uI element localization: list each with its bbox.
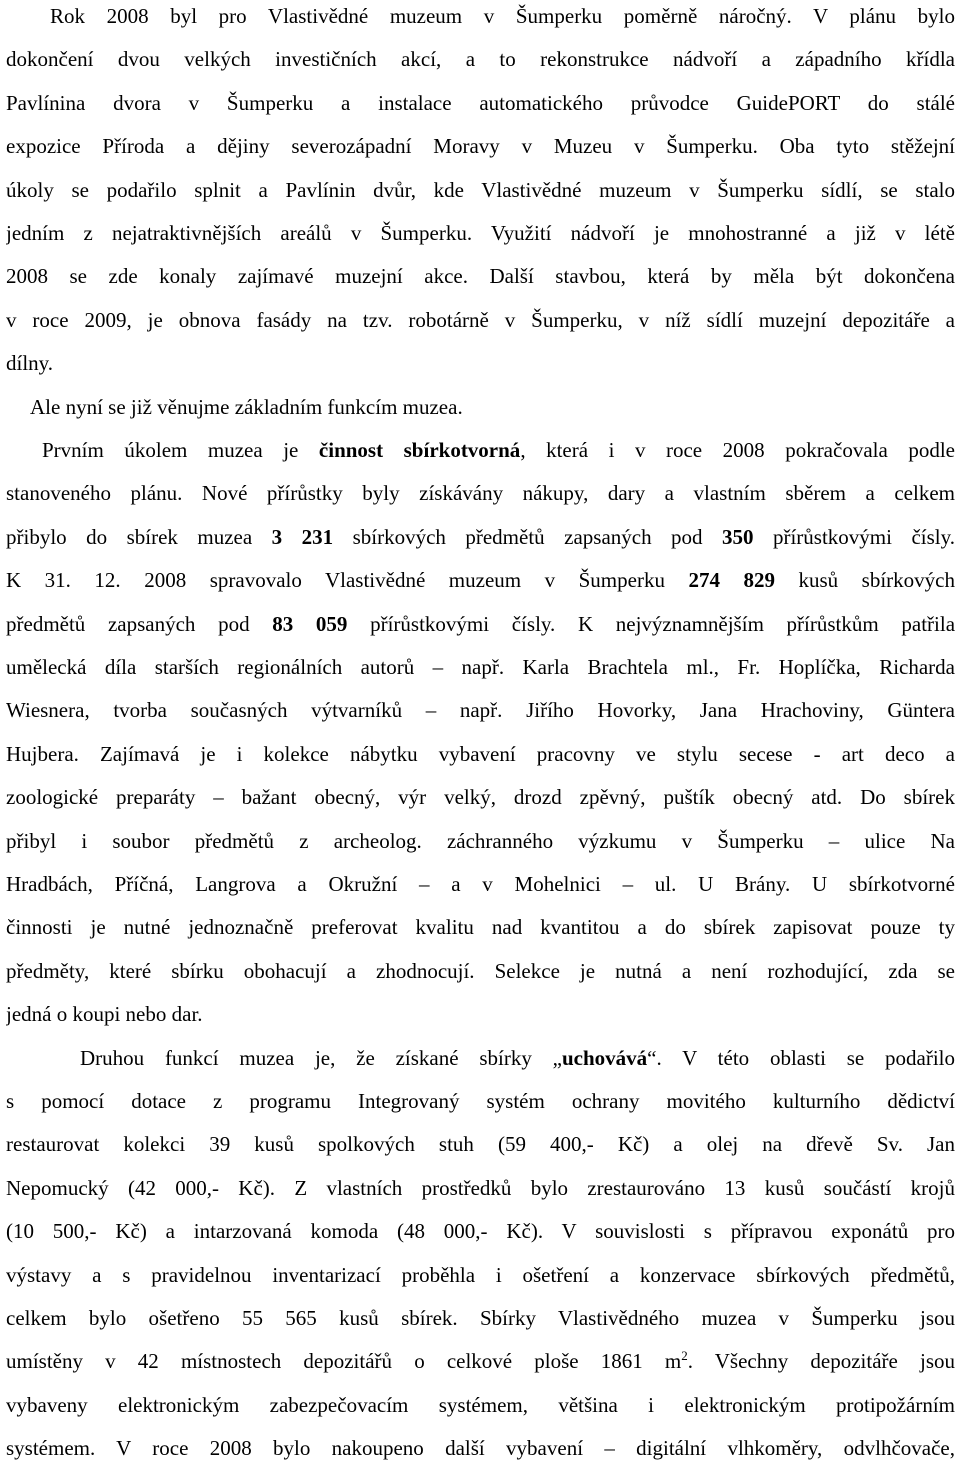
text-segment: přibylo do sbírek muzea (6, 524, 272, 549)
text-line (6, 392, 955, 422)
text-segment: přibyl i soubor předmětů z archeolog. záchranného výzkumu v Šumperku – ulice Na (6, 828, 955, 853)
text-line (6, 435, 955, 465)
bold-text: 350 (722, 524, 754, 549)
text-line (6, 1433, 955, 1463)
text-line (6, 739, 955, 769)
text-segment: zoologické preparáty – bažant obecný, výr velký, drozd zpěvný, puštík obecný atd. Do sbírek (6, 785, 955, 810)
text-line (6, 1346, 955, 1376)
bold-text: 83 059 (272, 611, 348, 636)
text-segment: Hradbách, Příčná, Langrova a Okružní – a v Mohelnici – ul. U Brány. U sbírkotvorné (6, 872, 955, 896)
text-segment: v roce 2009, je obnova fasády na tzv. robotárně v Šumperku, v níž sídlí muzejní depozitáře a (6, 307, 955, 332)
text-line (6, 956, 955, 986)
text-segment: expozice Příroda a dějiny severozápadní Moravy v Muzeu v Šumperku. Oba tyto stěžejní (6, 134, 955, 159)
text-segment: “. V této oblasti se podařilo (647, 1045, 955, 1070)
text-segment: umělecká díla starších regionálních autorů – např. Karla Brachtela ml., Fr. Hoplíčka, Richarda (6, 655, 955, 679)
bold-text: 3 231 (271, 524, 334, 549)
text-line (6, 782, 955, 812)
text-segment: jedním z nejatraktivnějších areálů v Šumperku. Využití nádvoří je mnohostranné a již v létě (6, 221, 955, 245)
text-segment: (10 500,- Kč) a intarzovaná komoda (48 000,- Kč). V souvislosti s přípravou exponátů pro (6, 1219, 955, 1244)
text-line (6, 305, 955, 335)
text-segment: kusů sbírkových (774, 568, 955, 593)
text-segment: restaurovat kolekci 39 kusů spolkových stuh (59 400,- Kč) a olej na dřevě Sv. Jan (6, 1132, 955, 1157)
text-line (6, 652, 955, 682)
text-segment: Ale nyní se již věnujme základním funkcím muzea. (30, 394, 463, 419)
text-segment: stanoveného plánu. Nové přírůstky byly získávány nákupy, dary a vlastním sběrem a celkem (6, 481, 955, 506)
text-segment: činnosti je nutné jednoznačně preferovat kvalitu nad kvantitou a do sbírek zapisovat pouze ty (6, 915, 955, 940)
text-segment: předměty, které sbírku obohacují a zhodnocují. Selekce je nutná a není rozhodující, zda se (6, 958, 955, 983)
text-segment: přírůstkovými čísly. (753, 524, 955, 549)
text-segment: celkem bylo ošetřeno 55 565 kusů sbírek. Sbírky Vlastivědného muzea v Šumperku jsou (6, 1306, 955, 1330)
superscript: 2 (681, 1348, 688, 1364)
text-line (6, 44, 955, 74)
text-segment: K 31. 12. 2008 spravovalo Vlastivědné muzeum v Šumperku (6, 568, 689, 593)
text-line (6, 218, 955, 248)
text-segment: Pavlínina dvora v Šumperku a instalace automatického průvodce GuidePORT do stálé (6, 90, 955, 115)
text-line (6, 348, 955, 378)
text-line (6, 522, 955, 552)
text-line (6, 1, 955, 31)
text-segment: systémem. V roce 2008 bylo nakoupeno další vybavení – digitální vlhkoměry, odvlhčovače, (6, 1436, 955, 1461)
text-segment: úkoly se podařilo splnit a Pavlínin dvůr, kde Vlastivědné muzeum v Šumperku sídlí, se stalo (6, 177, 955, 202)
text-segment: Wiesnera, tvorba současných výtvarníků – např. Jiřího Hovorky, Jana Hrachoviny, Güntera (6, 698, 955, 723)
bold-text: 274 829 (688, 568, 775, 593)
text-line (6, 131, 955, 161)
text-line (6, 999, 955, 1029)
text-segment: umístěny v 42 místnostech depozitářů o celkové ploše 1861 m (6, 1349, 682, 1374)
text-line (6, 609, 955, 639)
text-line (6, 478, 955, 508)
text-line (6, 1260, 955, 1290)
text-segment: Prvním úkolem muzea je (42, 438, 319, 462)
text-segment: předmětů zapsaných pod (6, 611, 273, 636)
text-segment: Nepomucký (42 000,- Kč). Z vlastních prostředků bylo zrestaurováno 13 kusů součástí krojů (6, 1175, 955, 1200)
bold-text: činnost sbírkotvorná (318, 438, 521, 462)
text-segment: výstavy a s pravidelnou inventarizací proběhla i ošetření a konzervace sbírkových předmětů, (6, 1262, 955, 1287)
text-segment: vybaveny elektronickým zabezpečovacím systémem, většina i elektronickým protipožárním (6, 1392, 955, 1417)
text-line (6, 1390, 955, 1420)
text-line (6, 1043, 955, 1073)
text-segment: jedná o koupi nebo dar. (6, 1002, 203, 1027)
text-line (6, 1216, 955, 1246)
text-line (6, 695, 955, 725)
text-line (6, 826, 955, 856)
text-segment: dokončení dvou velkých investičních akcí, a to rekonstrukce nádvoří a západního křídla (6, 47, 955, 72)
text-segment: 2008 se zde konaly zajímavé muzejní akce. Další stavbou, která by měla být dokončena (6, 264, 955, 289)
text-line (6, 261, 955, 291)
text-line (6, 869, 955, 899)
text-segment: sbírkových předmětů zapsaných pod (333, 524, 723, 549)
text-line (6, 175, 955, 205)
text-line (6, 1303, 955, 1333)
text-segment: dílny. (6, 351, 54, 376)
text-segment: s pomocí dotace z programu Integrovaný systém ochrany movitého kulturního dědictví (6, 1089, 955, 1113)
text-line (6, 912, 955, 942)
text-segment: Druhou funkcí muzea je, že získané sbírky „ (80, 1045, 562, 1070)
text-segment: přírůstkovými čísly. K nejvýznamnějším přírůstkům patřila (347, 611, 955, 636)
bold-text: uchovává (561, 1045, 648, 1070)
text-segment: Hujbera. Zajímavá je i kolekce nábytku vybavení pracovny ve stylu secese - art deco a (6, 741, 955, 766)
text-segment: . Všechny depozitáře jsou (687, 1349, 955, 1374)
text-segment: Rok 2008 byl pro Vlastivědné muzeum v Šumperku poměrně náročný. V plánu bylo (50, 4, 955, 28)
text-line (6, 1129, 955, 1159)
text-line (6, 565, 955, 595)
text-line (6, 1173, 955, 1203)
text-segment: , která i v roce 2008 pokračovala podle (520, 438, 955, 462)
text-line (6, 88, 955, 118)
text-line (6, 1086, 955, 1116)
